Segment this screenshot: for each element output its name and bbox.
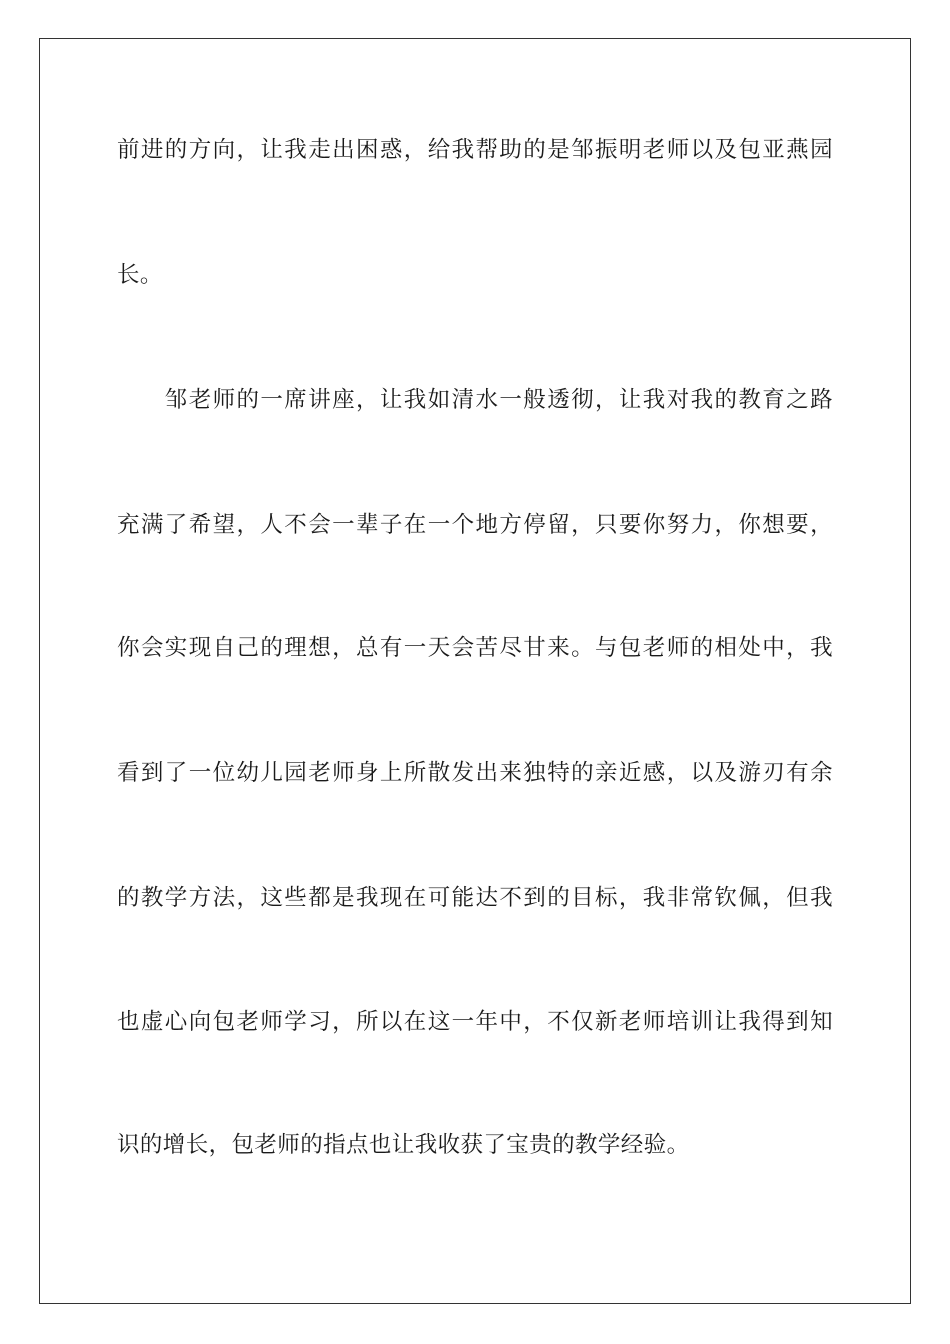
text-line-5: 你会实现自己的理想，总有一天会苦尽甘来。与包老师的相处中，我 <box>117 635 833 661</box>
text-line-4: 充满了希望，人不会一辈子在一个地方停留，只要你努力，你想要， <box>117 512 833 538</box>
text-line-1: 前进的方向，让我走出困惑，给我帮助的是邹振明老师以及包亚燕园 <box>117 137 833 163</box>
text-line-8: 也虚心向包老师学习，所以在这一年中，不仅新老师培训让我得到知 <box>117 1009 833 1035</box>
page-border <box>39 38 911 1304</box>
text-line-7: 的教学方法，这些都是我现在可能达不到的目标，我非常钦佩，但我 <box>117 885 833 911</box>
text-line-6: 看到了一位幼儿园老师身上所散发出来独特的亲近感，以及游刃有余 <box>117 760 833 786</box>
text-line-9: 识的增长，包老师的指点也让我收获了宝贵的教学经验。 <box>117 1132 690 1158</box>
text-line-2: 长。 <box>117 262 163 288</box>
text-line-3: 邹老师的一席讲座，让我如清水一般透彻，让我对我的教育之路 <box>117 387 833 413</box>
